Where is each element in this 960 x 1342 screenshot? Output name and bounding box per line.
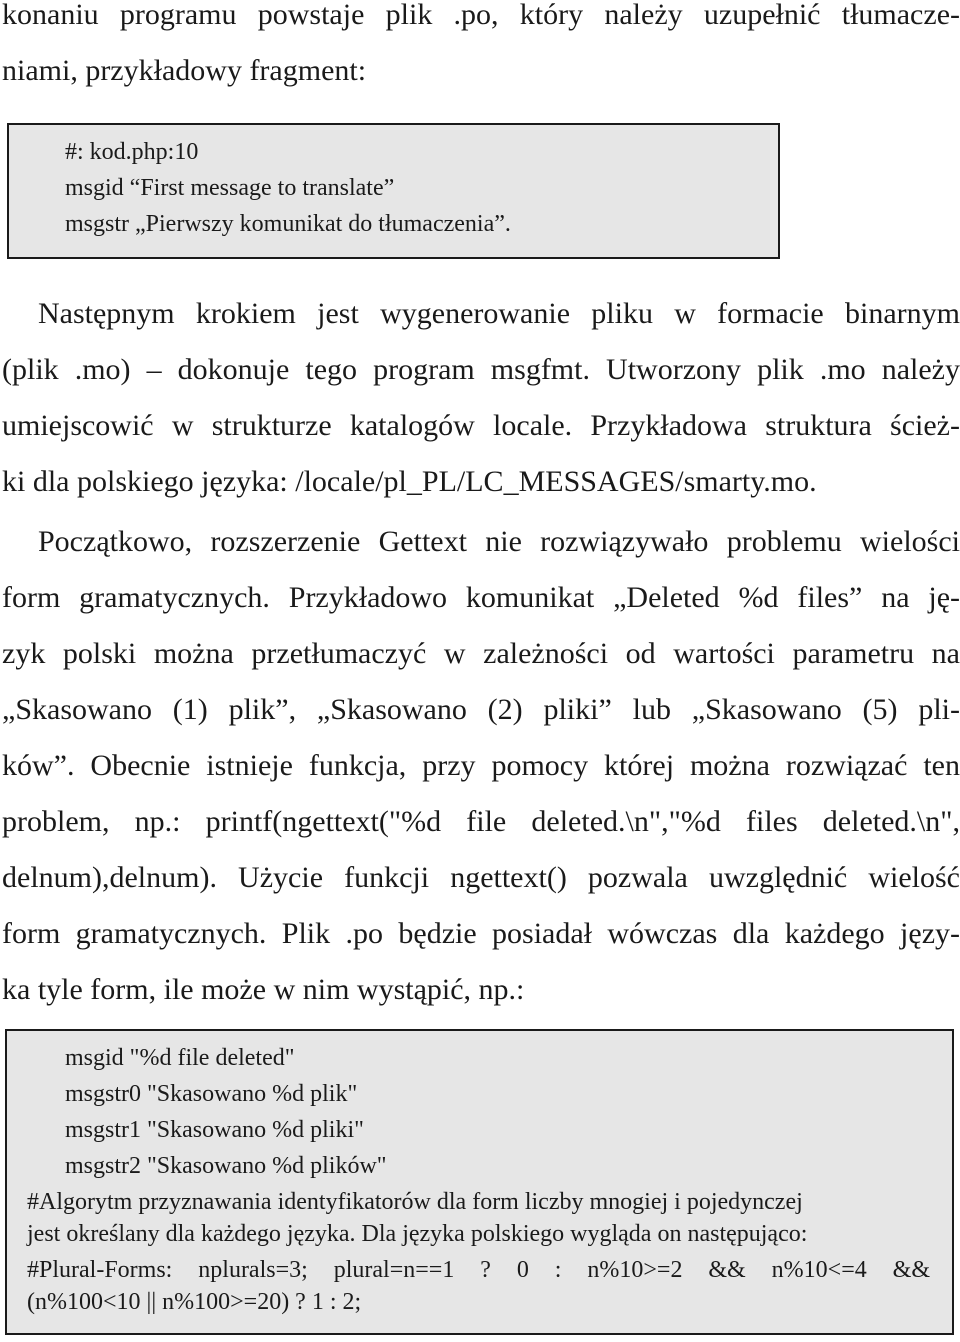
paragraph2-line-4: „Skasowano (1) plik”, „Skasowano (2) pliki” lub „Skasowano (5) pli- bbox=[2, 693, 960, 726]
paragraph2-line-1: Początkowo, rozszerzenie Gettext nie rozwiązywało problemu wielości bbox=[38, 525, 960, 558]
listing2-comment-line-4: (n%100<10 || n%100>=20) ? 1 : 2; bbox=[27, 1289, 362, 1315]
listing2-comment-line-3: #Plural-Forms: nplurals=3; plural=n==1 ? 0 : n%10>=2 && n%10<=4 && bbox=[27, 1257, 930, 1283]
listing2-comment-line-1: #Algorytm przyznawania identyfikatorów dla form liczby mnogiej i pojedynczej bbox=[27, 1189, 803, 1215]
listing1-line-2: msgid “First message to translate” bbox=[65, 175, 395, 201]
paragraph2-line-8: form gramatycznych. Plik .po będzie posiadał wówczas dla każdego języ- bbox=[2, 917, 960, 950]
paragraph2-line-3: zyk polski można przetłumaczyć w zależności od wartości parametru na bbox=[2, 637, 960, 670]
paragraph2-line-6: problem, np.: printf(ngettext("%d file deleted.\n","%d files deleted.\n", bbox=[2, 805, 960, 838]
listing1-line-1: #: kod.php:10 bbox=[65, 139, 199, 165]
intro-line-1: konaniu programu powstaje plik .po, który należy uzupełnić tłumacze- bbox=[2, 0, 960, 31]
paragraph1-line-3: umiejscowić w strukturze katalogów locale. Przykładowa struktura ścież- bbox=[2, 409, 960, 442]
listing2-code-line-3: msgstr1 "Skasowano %d pliki" bbox=[65, 1117, 364, 1143]
listing1-line-3: msgstr „Pierwszy komunikat do tłumaczenia”. bbox=[65, 211, 511, 237]
listing2-comment-line-2: jest określany dla każdego języka. Dla języka polskiego wygląda on następująco: bbox=[27, 1221, 808, 1247]
listing2-code-line-4: msgstr2 "Skasowano %d plików" bbox=[65, 1153, 387, 1179]
listing2-code-line-1: msgid "%d file deleted" bbox=[65, 1045, 295, 1071]
paragraph1-line-4: ki dla polskiego języka: /locale/pl_PL/LC_MESSAGES/smarty.mo. bbox=[2, 465, 817, 498]
paragraph2-line-7: delnum),delnum). Użycie funkcji ngettext() pozwala uwzględnić wielość bbox=[2, 861, 960, 894]
paragraph1-line-1: Następnym krokiem jest wygenerowanie pliku w formacie binarnym bbox=[38, 297, 960, 330]
paragraph2-line-9: ka tyle form, ile może w nim wystąpić, np.: bbox=[2, 973, 525, 1006]
intro-line-2: niami, przykładowy fragment: bbox=[2, 54, 367, 87]
listing2-code-line-2: msgstr0 "Skasowano %d plik" bbox=[65, 1081, 358, 1107]
paragraph2-line-2: form gramatycznych. Przykładowo komunikat „Deleted %d files” na ję- bbox=[2, 581, 960, 614]
code-listing-1 bbox=[7, 123, 780, 259]
paragraph2-line-5: ków”. Obecnie istnieje funkcja, przy pomocy której można rozwiązać ten bbox=[2, 749, 960, 782]
code-listing-2 bbox=[5, 1029, 954, 1335]
paragraph1-line-2: (plik .mo) – dokonuje tego program msgfmt. Utworzony plik .mo należy bbox=[2, 353, 960, 386]
